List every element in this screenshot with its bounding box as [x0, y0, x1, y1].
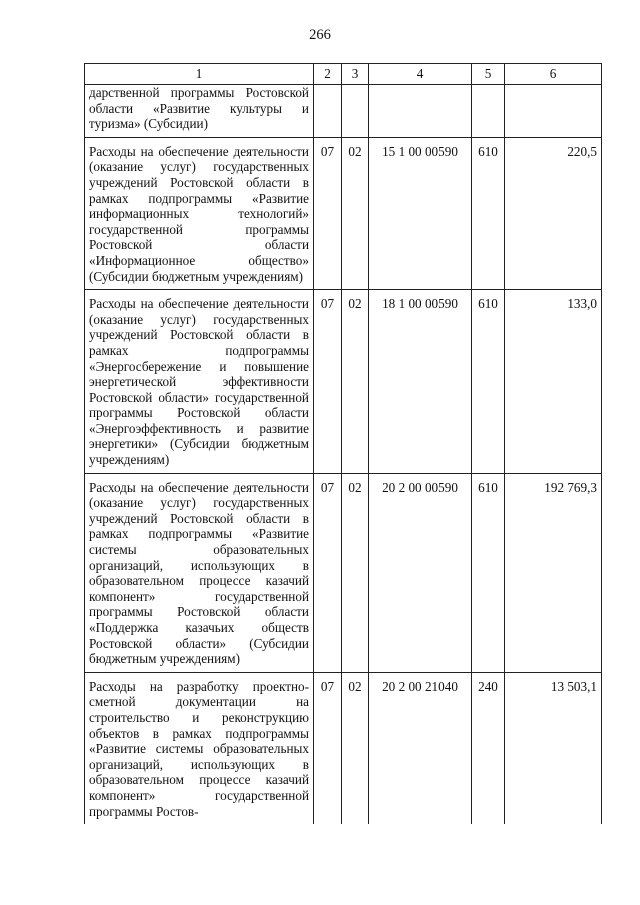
table-row: [85, 290, 602, 474]
page-number: 266: [309, 27, 331, 43]
row-section: 07: [314, 473, 342, 672]
header-col-6: 6: [505, 64, 602, 85]
row-section: 07: [314, 137, 342, 289]
row-amount: [505, 85, 602, 138]
row-description: Расходы на обеспечение деятельности (оказание услуг) государственных учреждений Ростовской области в рамках подпрограммы «Энергосбережение и повышение энергетической эффективности Ростовской области» государственной программы Ростовской области «Энергоэффективность и развитие энергетики» (Субсидии бюджетным учреждениям): [85, 290, 314, 474]
row-description: дарственной программы Ростовской области «Развитие культуры и туризма» (Субсидии): [85, 85, 314, 138]
header-col-4: 4: [369, 64, 472, 85]
row-expense-type: 610: [472, 290, 505, 474]
row-amount: 133,0: [505, 290, 602, 474]
row-target-code: 15 1 00 00590: [369, 137, 472, 289]
row-expense-type: 610: [472, 137, 505, 289]
row-target-code: 20 2 00 00590: [369, 473, 472, 672]
header-row: [85, 64, 602, 85]
row-section: 07: [314, 672, 342, 824]
table-row: [85, 85, 602, 138]
row-amount: 220,5: [505, 137, 602, 289]
header-col-3: 3: [342, 64, 369, 85]
row-description: Расходы на разработку проектно-сметной документации на строительство и реконструкцию объектов в рамках подпрограммы «Развитие системы образовательных организаций, использующих в образовательном процессе казачий компонент» государственной программы Ростов-: [85, 672, 314, 824]
row-target-code: 18 1 00 00590: [369, 290, 472, 474]
row-amount: 192 769,3: [505, 473, 602, 672]
row-expense-type: 240: [472, 672, 505, 824]
row-target-code: [369, 85, 472, 138]
row-subsection: 02: [342, 137, 369, 289]
header-col-2: 2: [314, 64, 342, 85]
header-col-1: 1: [85, 64, 314, 85]
row-subsection: 02: [342, 473, 369, 672]
row-subsection: 02: [342, 290, 369, 474]
row-section: [314, 85, 342, 138]
row-expense-type: [472, 85, 505, 138]
row-subsection: 02: [342, 672, 369, 824]
row-subsection: [342, 85, 369, 138]
row-section: 07: [314, 290, 342, 474]
table-row: [85, 672, 602, 824]
row-amount: 13 503,1: [505, 672, 602, 824]
budget-table: [84, 63, 602, 824]
table-row: [85, 473, 602, 672]
row-description: Расходы на обеспечение деятельности (оказание услуг) государственных учреждений Ростовской области в рамках подпрограммы «Развитие системы образовательных организаций, использующих в образовательном процессе казачий компонент» государственной программы Ростовской области «Поддержка казачьих обществ Ростовской области» (Субсидии бюджетным учреждениям): [85, 473, 314, 672]
row-target-code: 20 2 00 21040: [369, 672, 472, 824]
header-col-5: 5: [472, 64, 505, 85]
table-row: [85, 137, 602, 289]
row-description: Расходы на обеспечение деятельности (оказание услуг) государственных учреждений Ростовской области в рамках подпрограммы «Развитие информационных технологий» государственной программы Ростовской области «Информационное общество» (Субсидии бюджетным учреждениям): [85, 137, 314, 289]
row-expense-type: 610: [472, 473, 505, 672]
